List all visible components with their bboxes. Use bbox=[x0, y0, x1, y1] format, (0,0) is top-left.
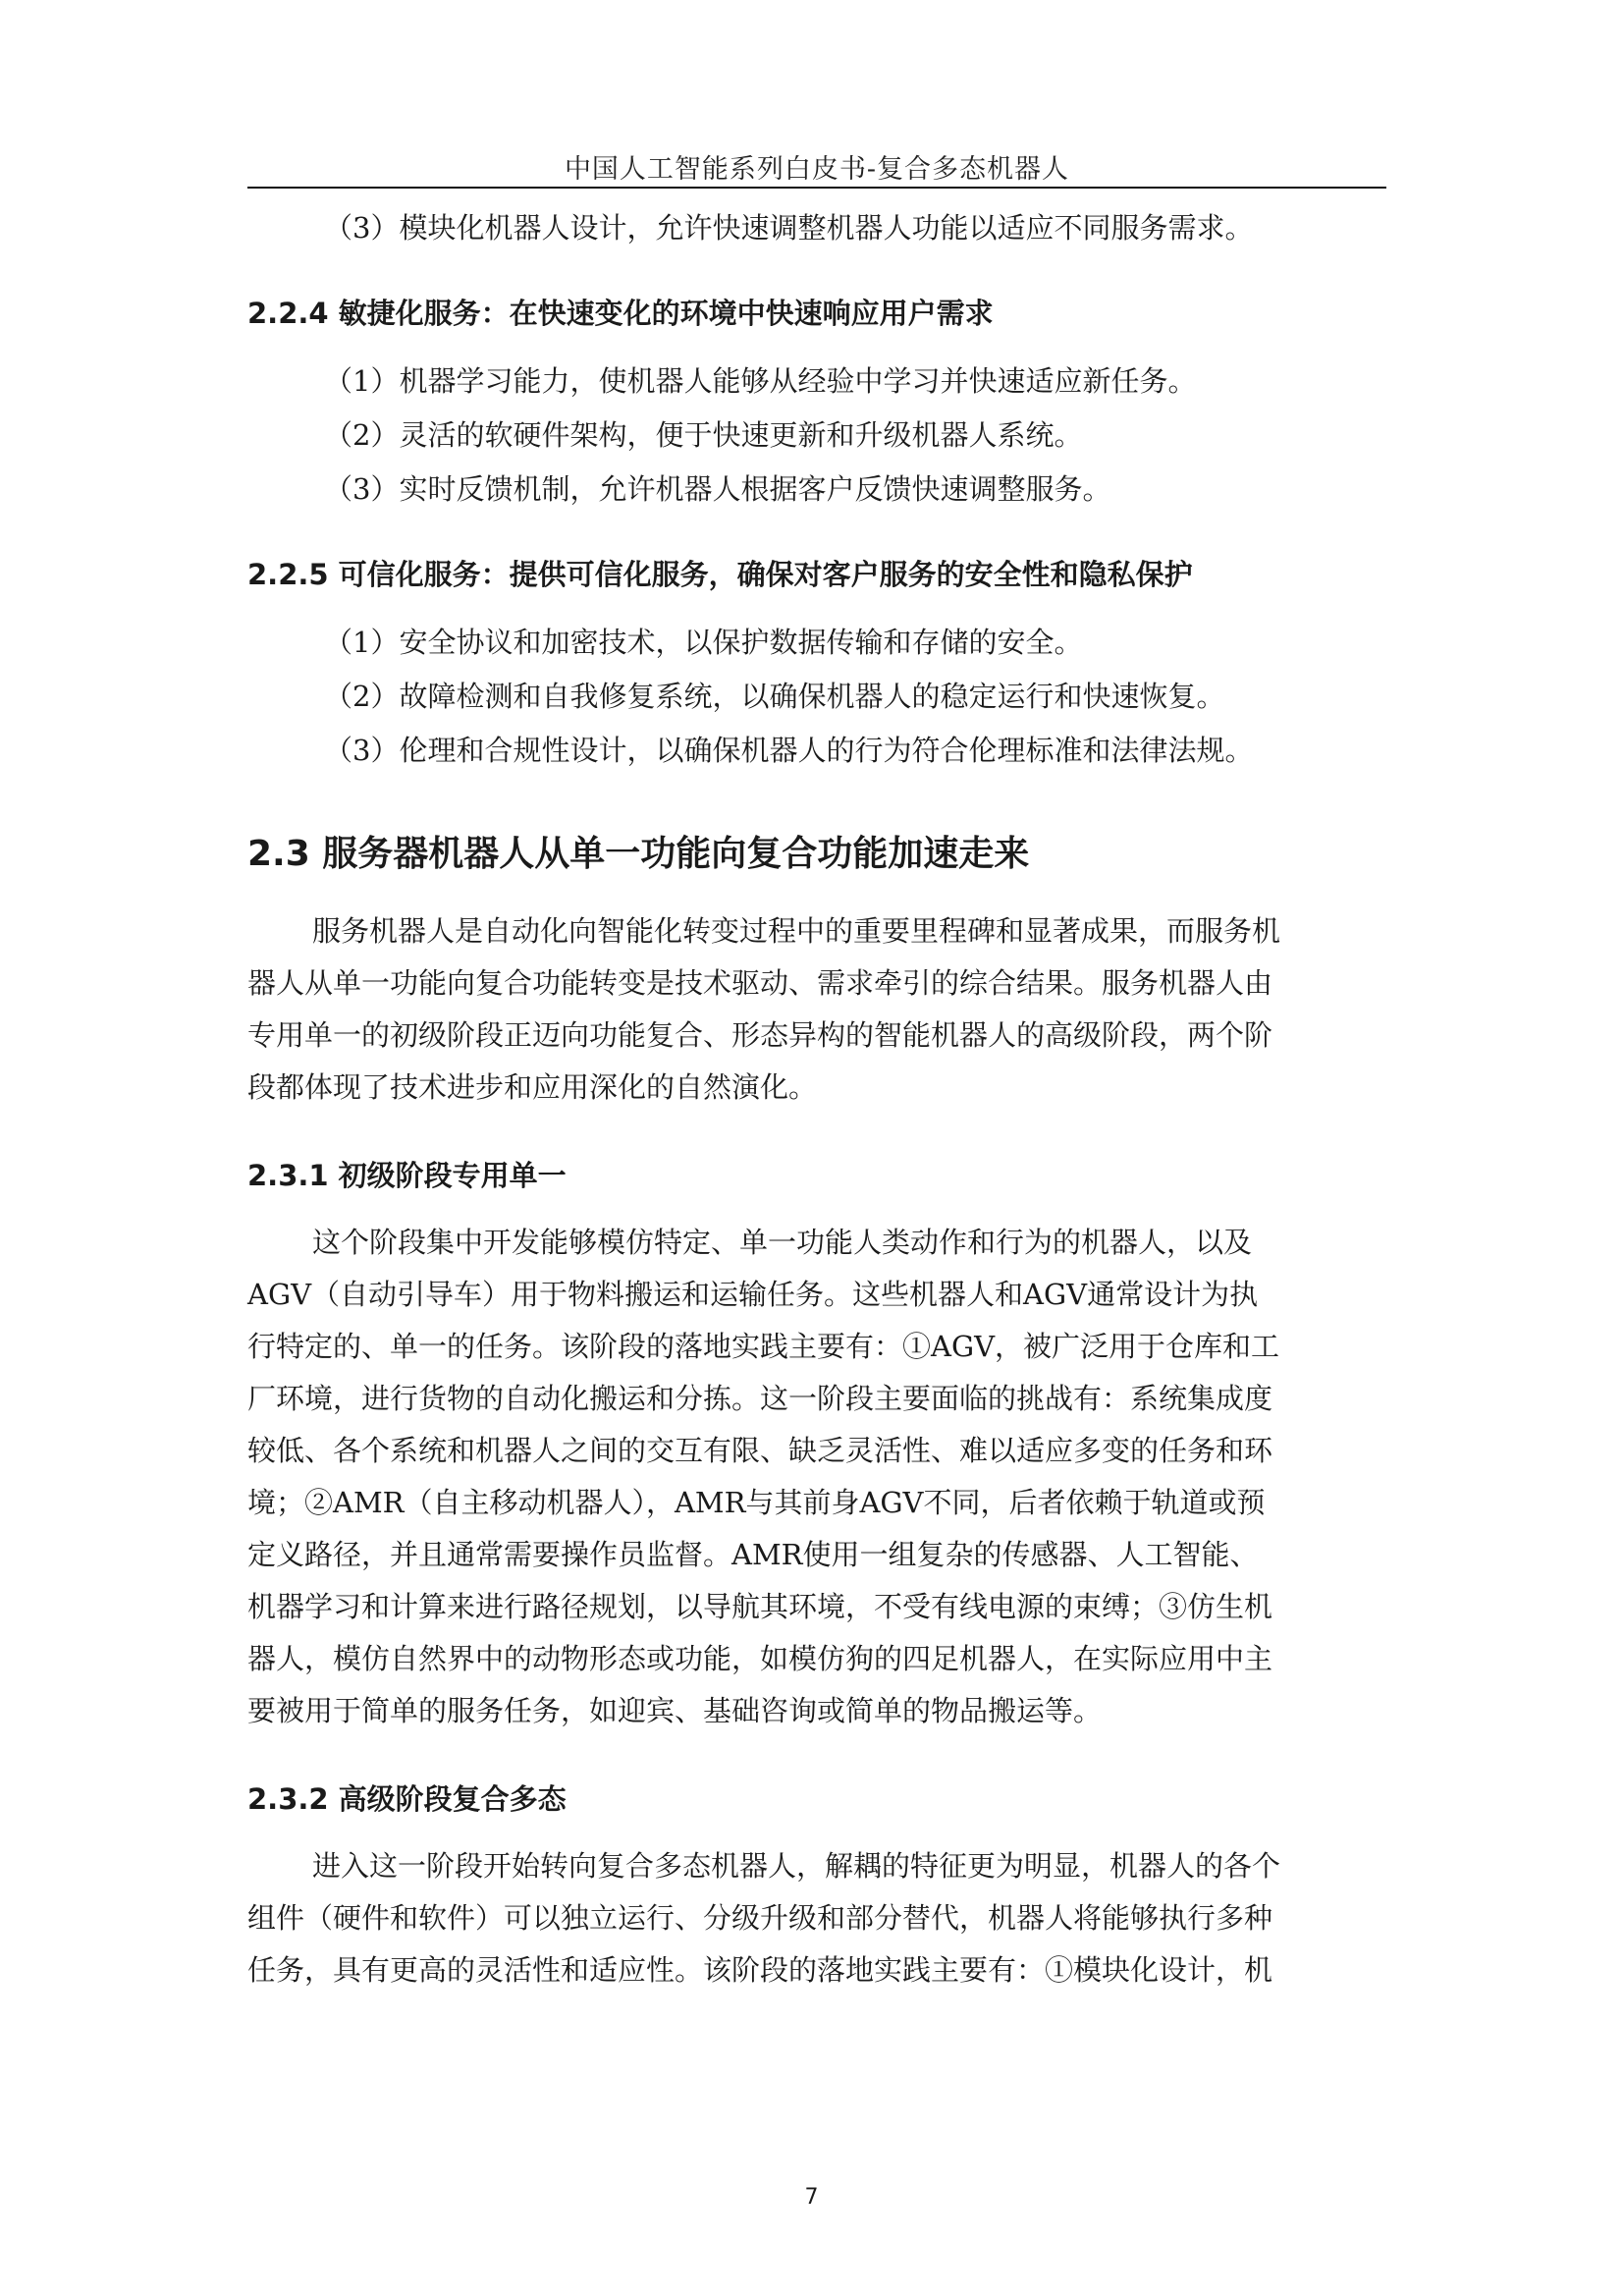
page-number: 7 bbox=[804, 2185, 819, 2210]
paragraph-line: 境；②AMR（自主移动机器人），AMR与其前身AGV不同，后者依赖于轨道或预 bbox=[247, 1486, 1266, 1519]
page-body bbox=[247, 201, 1386, 1996]
paragraph-line: 专用单一的初级阶段正迈向功能复合、形态异构的智能机器人的高级阶段，两个阶 bbox=[247, 1018, 1273, 1052]
paragraph-line: AGV（自动引导车）用于物料搬运和运输任务。这些机器人和AGV通常设计为执 bbox=[247, 1278, 1259, 1311]
list-item: （2）灵活的软硬件架构，便于快速更新和升级机器人系统。 bbox=[324, 418, 1083, 452]
paragraph-line: 段都体现了技术进步和应用深化的自然演化。 bbox=[247, 1070, 818, 1104]
list-item: （1）安全协议和加密技术，以保护数据传输和存储的安全。 bbox=[324, 626, 1083, 659]
section-heading-2-3: 2.3 服务器机器人从单一功能向复合功能加速走来 bbox=[247, 834, 1030, 874]
list-item: （1）机器学习能力，使机器人能够从经验中学习并快速适应新任务。 bbox=[324, 364, 1197, 398]
paragraph-2-3-1 bbox=[247, 1217, 1386, 1737]
paragraph-line: 服务机器人是自动化向智能化转变过程中的重要里程碑和显著成果，而服务机 bbox=[312, 914, 1281, 948]
list-item: （3）模块化机器人设计，允许快速调整机器人功能以适应不同服务需求。 bbox=[324, 211, 1254, 245]
list-item: （3）实时反馈机制，允许机器人根据客户反馈快速调整服务。 bbox=[324, 472, 1111, 506]
running-header: 中国人工智能系列白皮书-复合多态机器人 bbox=[564, 154, 1070, 185]
paragraph-line: 器人从单一功能向复合功能转变是技术驱动、需求牵引的综合结果。服务机器人由 bbox=[247, 966, 1273, 1000]
header-rule bbox=[247, 187, 1386, 189]
subsection-heading-2-2-4: 2.2.4 敏捷化服务：在快速变化的环境中快速响应用户需求 bbox=[247, 297, 994, 330]
subsection-heading-2-3-1: 2.3.1 初级阶段专用单一 bbox=[247, 1159, 567, 1192]
subsection-heading-2-2-5: 2.2.5 可信化服务：提供可信化服务，确保对客户服务的安全性和隐私保护 bbox=[247, 558, 1193, 591]
paragraph-line: 器人，模仿自然界中的动物形态或功能，如模仿狗的四足机器人，在实际应用中主 bbox=[247, 1642, 1273, 1675]
paragraph-line: 厂环境，进行货物的自动化搬运和分拣。这一阶段主要面临的挑战有：系统集成度 bbox=[247, 1382, 1273, 1415]
paragraph-2-3-2 bbox=[247, 1840, 1386, 1996]
paragraph-line: 任务，具有更高的灵活性和适应性。该阶段的落地实践主要有：①模块化设计，机 bbox=[247, 1953, 1273, 1987]
list-item: （3）伦理和合规性设计，以确保机器人的行为符合伦理标准和法律法规。 bbox=[324, 734, 1254, 767]
paragraph-line: 组件（硬件和软件）可以独立运行、分级升级和部分替代，机器人将能够执行多种 bbox=[247, 1901, 1273, 1935]
paragraph-line: 行特定的、单一的任务。该阶段的落地实践主要有：①AGV，被广泛用于仓库和工 bbox=[247, 1330, 1280, 1363]
paragraph-line: 定义路径，并且通常需要操作员监督。AMR使用一组复杂的传感器、人工智能、 bbox=[247, 1538, 1259, 1571]
paragraph-line: 这个阶段集中开发能够模仿特定、单一功能人类动作和行为的机器人，以及 bbox=[312, 1226, 1253, 1259]
paragraph-2-3-intro bbox=[247, 905, 1386, 1114]
paragraph-line: 要被用于简单的服务任务，如迎宾、基础咨询或简单的物品搬运等。 bbox=[247, 1694, 1103, 1727]
paragraph-line: 较低、各个系统和机器人之间的交互有限、缺乏灵活性、难以适应多变的任务和环 bbox=[247, 1434, 1273, 1467]
paragraph-line: 进入这一阶段开始转向复合多态机器人，解耦的特征更为明显，机器人的各个 bbox=[312, 1849, 1281, 1883]
subsection-heading-2-3-2: 2.3.2 高级阶段复合多态 bbox=[247, 1782, 567, 1816]
list-item: （2）故障检测和自我修复系统，以确保机器人的稳定运行和快速恢复。 bbox=[324, 680, 1225, 713]
paragraph-line: 机器学习和计算来进行路径规划，以导航其环境，不受有线电源的束缚；③仿生机 bbox=[247, 1590, 1273, 1623]
